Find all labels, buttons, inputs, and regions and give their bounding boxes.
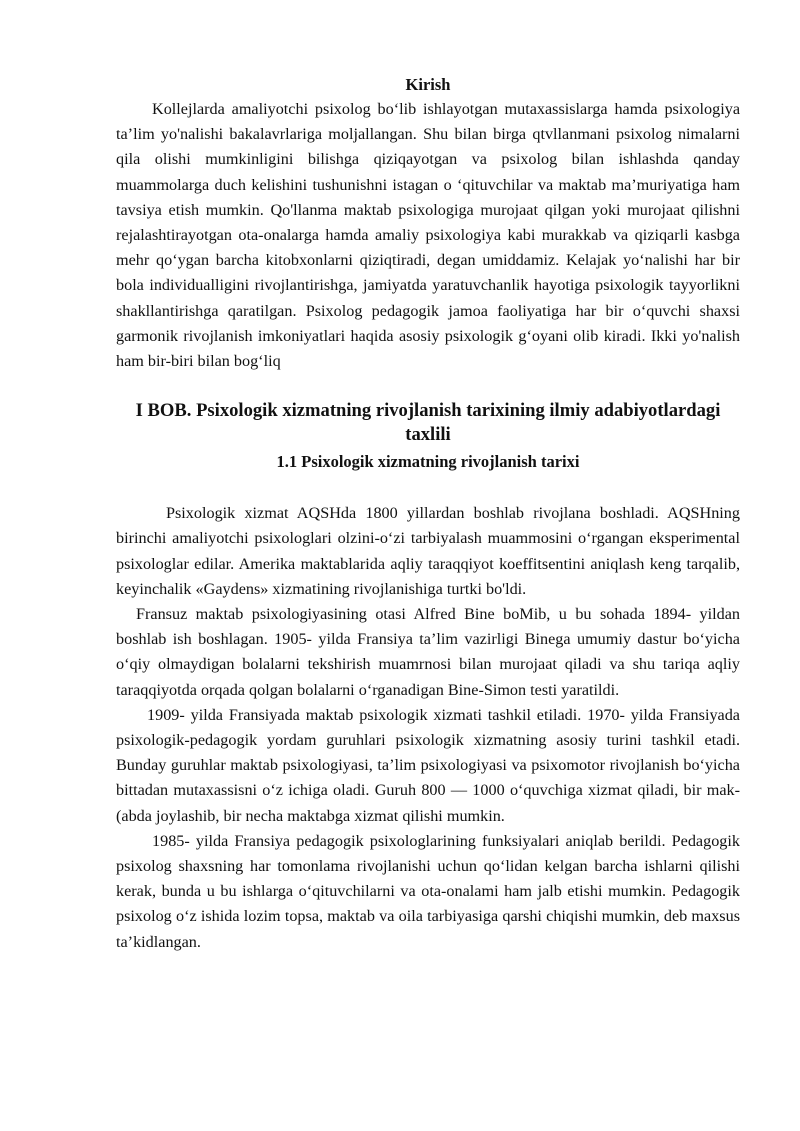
body-paragraph-1909: 1909- yilda Fransiyada maktab psixologik xizmati tashkil etiladi. 1970- yilda Fransiyada psixologik-pedagogik yordam guruhlari psixologik xizmatning asosiy turini tashkil etadi. Bunday guruhlar maktab psixologiyasi, ta’lim psixologiyasi va psixomotor rivojlanish bo‘yicha bittadan mutaxassisni o‘z ichiga oladi. Guruh 800 — 1000 o‘quvchiga xizmat qiladi, bir mak- (abda joylashib, bir necha maktabga xizmat qilishi mumkin. [116,705,740,825]
chapter-title: I BOB. Psixologik xizmatning rivojlanish tarixining ilmiy adabiyotlardagi taxlili [135,400,721,446]
intro-paragraph: Kollejlarda amaliyotchi psixolog bo‘lib ishlayotgan mutaxassislarga hamda psixologiya ta’lim yo'nalishi bakalavrlariga moljallangan. Shu bilan birga qtvllanmani psixolog nimalarni qila olishi mumkinligini bilishga qiziqayotgan va psixolog bilan ishlashda qanday muammolarga duch kelishini tushunishni istagan o ‘qituvchilar va maktab ma’muriyatiga ham tavsiya etish mumkin. Qo'llanma maktab psixologiga murojaat qilgan yoki murojaat qilishni rejalashtirayotgan ota-onalarga hamda amaliy psixologiya kabi murakkab va qiziqarli kasbga mehr qo‘ygan barcha kitobxonlarni qiziqtiradi, degan umiddamiz. Kelajak yo‘nalishi har bir bola individualligini rivojlantirishga, jamiyatda yaratuvchanlik hayotiga psixologik tayyorlikni shakllantirishga qaratilgan. Psixolog pedagogik jamoa faoliyatiga har bir o‘quvchi shaxsi garmonik rivojlanish imkoniyatlari haqida asosiy psixologik g‘oyani olib kiradi. Ikki yo'nalish ham bir-biri bilan bog‘liq [116,100,740,371]
intro-heading: Kirish [405,75,451,94]
body-paragraph-bine: Fransuz maktab psixologiyasining otasi Alfred Bine boMib, u bu sohada 1894- yildan boshlab ish boshlagan. 1905- yilda Fransiya ta’lim vazirligi Binega umumiy dastur bo‘yicha o‘qiy olmaydigan bolalarni tekshirish muamrnosi bilan murojaat qiladi va shu tariqa aqliy taraqqiyotda orqada qolgan bolalarni o‘rganadigan Bine-Simon testi yaratildi. [116,605,740,699]
document-page [116,72,740,955]
body-paragraph-1985: 1985- yilda Fransiya pedagogik psixologlarining funksiyalari aniqlab berildi. Pedagogik psixolog shaxsning har tomonlama rivojlanishi uchun qo‘lidan kelgan barcha ishlarni qilishi kerak, bunda u bu ishlarga o‘qituvchilarni va ota-onalami ham jalb etishi mumkin. Pedagogik psixolog o‘z ishida lozim topsa, maktab va oila tarbiyasiga qarshi chiqishi mumkin, deb maxsus ta’kidlangan. [116,831,740,951]
section-title: 1.1 Psixologik xizmatning rivojlanish tarixi [276,452,580,472]
body-paragraph-aqsh: Psixologik xizmat AQSHda 1800 yillardan boshlab rivojlana boshladi. AQSHning birinchi amaliyotchi psixologlari olzini-o‘zi tarbiyalash muammosini o‘rgangan eksperimental psixologlar edilar. Amerika maktablarida aqliy taraqqiyot koeffitsentini aniqlash keng tarqalib, keyinchalik «Gaydens» xizmatining rivojlanishiga turtki bo'ldi. [116,504,740,598]
